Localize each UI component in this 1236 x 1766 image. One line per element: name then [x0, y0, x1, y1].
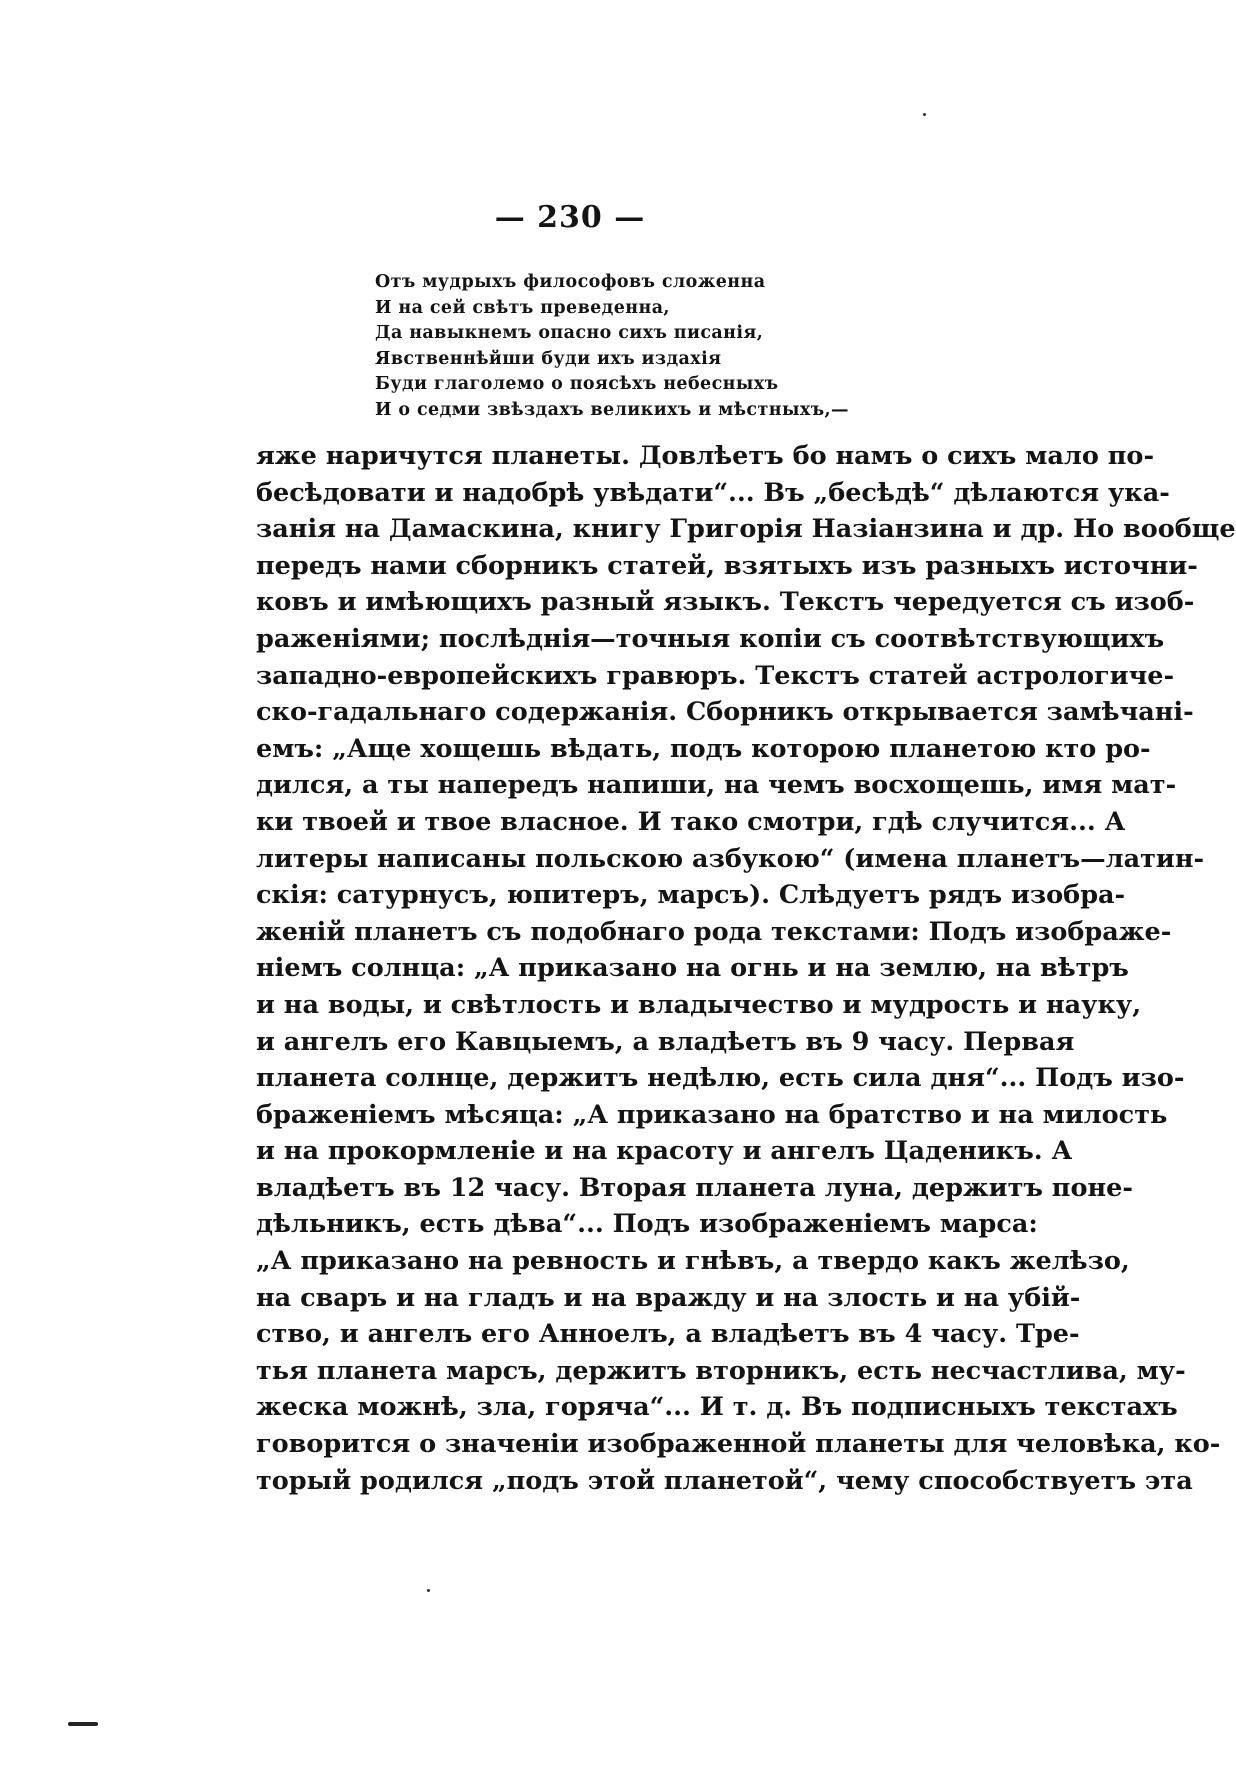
- prose-line: ско-гадальнаго содержанія. Сборникъ открывается замѣчані-: [256, 697, 1194, 728]
- prose-line: женій планетъ съ подобнаго рода текстами: Подъ изображе-: [256, 916, 1172, 947]
- verse-line: Отъ мудрыхъ философовъ сложенна: [375, 272, 766, 292]
- prose-line: передъ нами сборникъ статей, взятыхъ изъ разныхъ источни-: [256, 550, 1198, 581]
- verse-line: Да навыкнемъ опасно сихъ писанія,: [375, 323, 764, 344]
- prose-line: и на прокормленіе и на красоту и ангелъ Цаденикъ. А: [256, 1136, 1073, 1167]
- prose-line: бесѣдовати и надобрѣ увѣдати“... Въ „бесѣдѣ“ дѣлаются ука-: [256, 477, 1170, 508]
- prose-line: дѣльникъ, есть дѣва“... Подъ изображеніемъ марса:: [256, 1209, 1038, 1240]
- verse-line: Буди глаголемо о поясѣхъ небесныхъ: [375, 374, 779, 395]
- prose-line: тья планета марсъ, держитъ вторникъ, есть несчастлива, му-: [256, 1355, 1186, 1386]
- prose-line: торый родился „подъ этой планетой“, чему способствуетъ эта: [256, 1465, 1193, 1496]
- verse-line: И на сей свѣтъ преведенна,: [375, 297, 670, 318]
- prose-line: и на воды, и свѣтлость и владычество и мудрость и науку,: [256, 989, 1142, 1020]
- prose-line: емъ: „Аще хощешь вѣдать, подъ которою планетою кто ро-: [256, 733, 1151, 764]
- prose-line: скія: сатурнусъ, юпитеръ, марсъ). Слѣдуетъ рядъ изобра-: [256, 880, 1126, 911]
- verse-line: И о седми звѣздахъ великихъ и мѣстныхъ,—: [375, 399, 849, 420]
- prose-line: ніемъ солнца: „А приказано на огнь и на землю, на вѣтръ: [256, 953, 1129, 984]
- print-speck: [427, 1589, 430, 1592]
- margin-mark: [68, 1722, 98, 1726]
- prose-line: и ангелъ его Кавцыемъ, а владѣетъ въ 9 часу. Первая: [256, 1026, 1075, 1057]
- prose-line: ство, и ангелъ его Анноелъ, а владѣетъ въ 4 часу. Тре-: [256, 1319, 1080, 1350]
- prose-line: занія на Дамаскина, книгу Григорія Назіанзина и др. Но вообще: [256, 514, 1236, 545]
- prose-line: браженіемъ мѣсяца: „А приказано на братство и на милость: [256, 1099, 1168, 1130]
- prose-line: на сваръ и на гладъ и на вражду и на злость и на убій-: [256, 1282, 1081, 1313]
- prose-line: планета солнце, держитъ недѣлю, есть сила дня“... Подъ изо-: [256, 1063, 1185, 1094]
- prose-line: западно-европейскихъ гравюръ. Текстъ статей астрологиче-: [256, 660, 1175, 691]
- prose-line: ковъ и имѣющихъ разный языкъ. Текстъ чередуется съ изоб-: [256, 587, 1195, 618]
- print-speck: [923, 113, 926, 116]
- prose-line: литеры написаны польскою азбукою“ (имена планетъ—латин-: [256, 843, 1205, 874]
- prose-line: говорится о значеніи изображенной планеты для человѣка, ко-: [256, 1429, 1221, 1460]
- page-number: — 230 —: [494, 200, 646, 235]
- prose-line: дился, а ты напередъ напиши, на чемъ восхощешь, имя мат-: [256, 770, 1177, 801]
- prose-line: „А приказано на ревность и гнѣвъ, а твердо какъ желѣзо,: [256, 1246, 1130, 1277]
- prose-line: раженіями; послѣднія—точныя копіи съ соотвѣтствующихъ: [256, 623, 1165, 654]
- prose-line: яже наричутся планеты. Довлѣетъ бо намъ о сихъ мало по-: [256, 441, 1155, 471]
- verse-block: [375, 270, 895, 424]
- prose-block: [256, 438, 1236, 1499]
- prose-line: ки твоей и твое власное. И тако смотри, гдѣ случится... А: [256, 806, 1126, 837]
- prose-line: жеска можнѣ, зла, горяча“... И т. д. Въ подписныхъ текстахъ: [256, 1392, 1178, 1423]
- prose-line: владѣетъ въ 12 часу. Вторая планета луна, держитъ поне-: [256, 1172, 1133, 1203]
- verse-line: Явственнѣйши буди ихъ издахія: [375, 348, 722, 369]
